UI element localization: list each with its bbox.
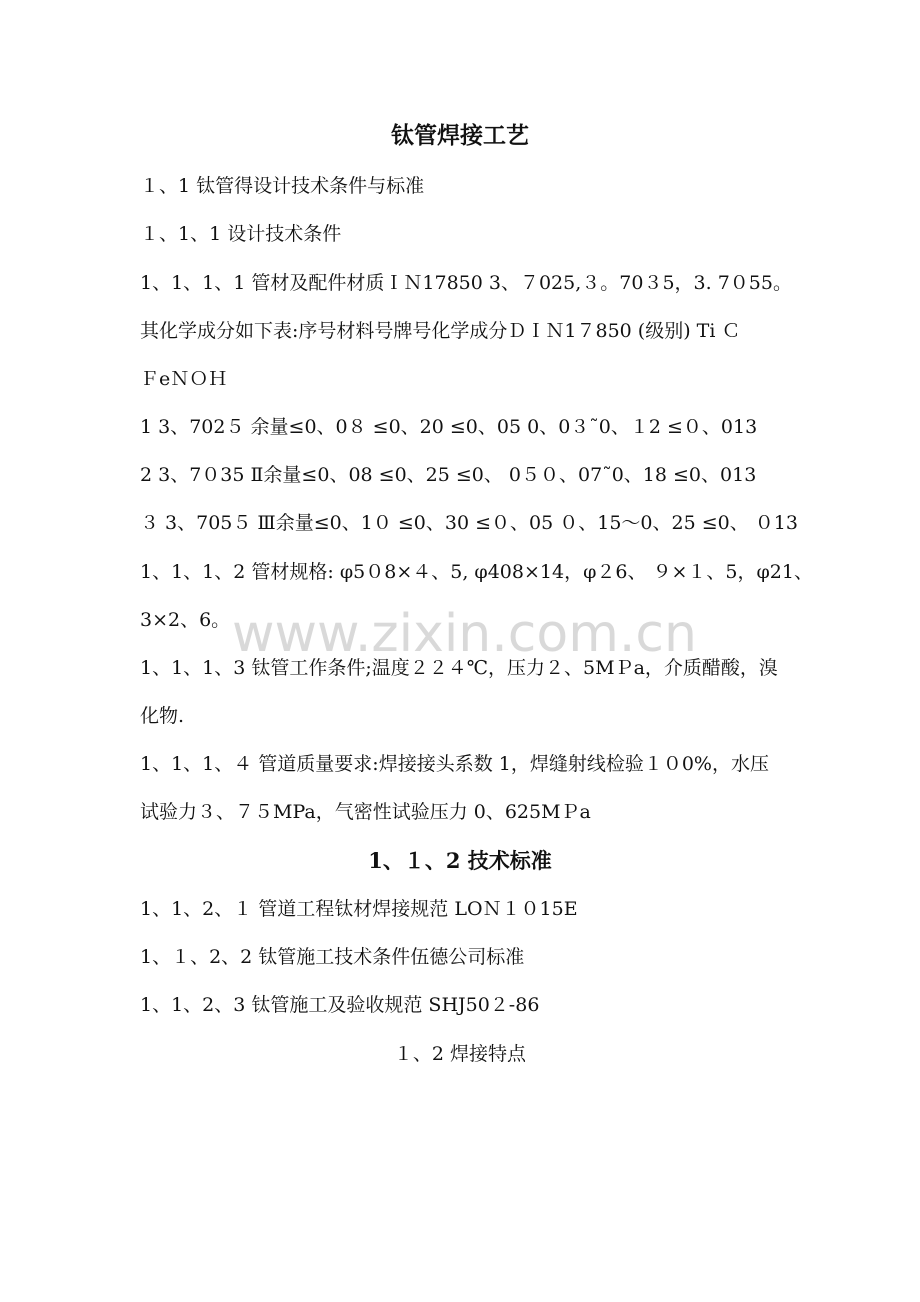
watermark-text: www.zixin.com.cn [232, 604, 697, 664]
body-line: 1、1、1、1 管材及配件材质ＩＮ17850 3、７025,３。70３5，3. 7０55。 [140, 272, 792, 294]
body-line: 1、1、1、４ 管道质量要求:焊接接头系数 1，焊缝射线检验１０0%，水压 [140, 753, 769, 775]
body-line: 化物. [140, 705, 185, 727]
section-subheading: 1、１、2 技术标准 [368, 848, 552, 873]
standard-item: 1、１、2、2 钛管施工技术条件伍德公司标准 [140, 946, 525, 968]
table-row: 2 3、7０35 Ⅱ余量≤0、08 ≤0、25 ≤0、 0５０、07˜0、18 ≤0、013 [140, 464, 757, 486]
standard-item: 1、1、2、3 钛管施工及验收规范 SHJ50２-86 [140, 994, 540, 1016]
body-line: 试验力３、７５MPa，气密性试验压力 0、625MＰa [140, 801, 591, 823]
section-heading: １、2 焊接特点 [393, 1043, 527, 1065]
standard-item: 1、1、2、１ 管道工程钛材焊接规范 LOＮ１０15E [140, 898, 578, 920]
body-line: １、1、1 设计技术条件 [140, 223, 342, 245]
table-row: ３ 3、705５ Ⅲ余量≤0、1０ ≤0、30 ≤０、05 ０、15～0、25 ≤0、 ０13 [140, 512, 798, 534]
document-title: 钛管焊接工艺 [391, 122, 529, 149]
body-line: ＦeＮＯＨ [140, 368, 228, 390]
body-line: 1、1、1、2 管材规格: φ5０8×４、5, φ408×14，φ２6、 ９×１、5，φ21、 [140, 561, 813, 583]
body-line: 其化学成分如下表:序号材料号牌号化学成分ＤＩＮ1７850 (级别) Ti Ｃ [140, 320, 741, 342]
table-row: 1 3、702５ 余量≤0、0８ ≤0、20 ≤0、05 0、0３˜0、１2 ≤０、013 [140, 416, 758, 438]
body-line: 1、1、1、3 钛管工作条件;温度２２４℃，压力２、5MＰa，介质醋酸，溴 [140, 657, 778, 679]
body-line: １、1 钛管得设计技术条件与标准 [140, 175, 425, 197]
body-line: 3×2、6。 [140, 609, 231, 631]
